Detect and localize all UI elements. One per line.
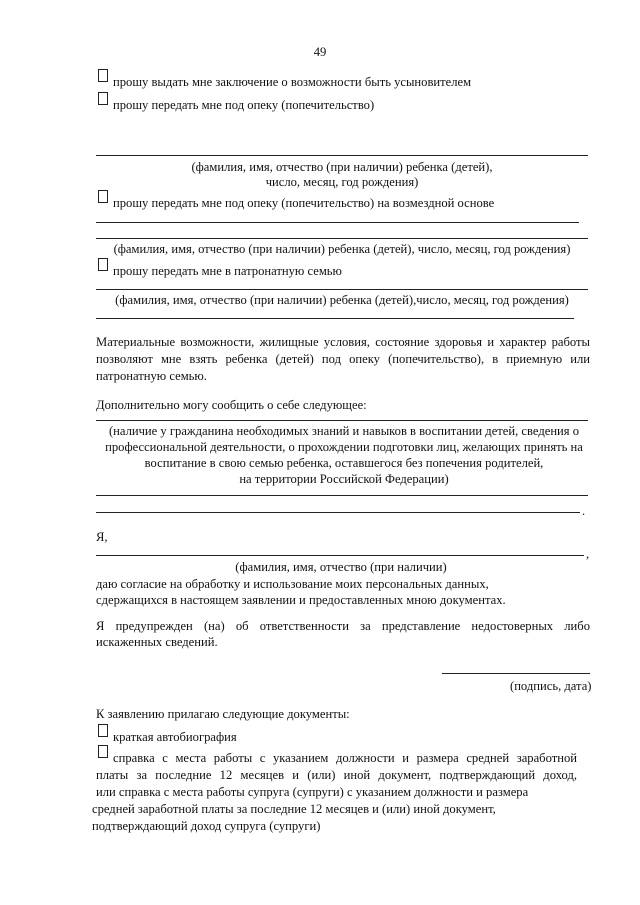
autobiography-label: краткая автобиография	[113, 730, 237, 744]
warning-line2: искаженных сведений.	[96, 635, 218, 649]
autobiography-checkbox[interactable]	[98, 724, 108, 737]
attachments-heading: К заявлению прилагаю следующие документы:	[96, 707, 350, 721]
additional-info-heading: Дополнительно могу сообщить о себе следующее:	[96, 398, 367, 412]
foster-family-label: прошу передать мне в патронатную семью	[113, 264, 342, 278]
applicant-name-line[interactable]	[96, 555, 584, 556]
consent-ya: Я,	[96, 530, 108, 544]
statement-line2: позволяют мне взять ребенка (детей) под опеку (попечительство), в приемную или	[96, 352, 590, 366]
income-line5: подтверждающий доход супруга (супруги)	[92, 819, 321, 833]
child-name-line-2a[interactable]	[96, 222, 579, 223]
child-name-line-3b[interactable]	[96, 318, 574, 319]
additional-caption-line2: профессиональной деятельности, о прохождении подготовки лиц, желающих принять на	[105, 440, 583, 454]
income-line4: средней заработной платы за последние 12 месяцев и (или) иной документ,	[92, 802, 496, 816]
income-certificate-checkbox[interactable]	[98, 745, 108, 758]
applicant-name-comma: ,	[586, 547, 590, 561]
child-caption-1-line2: число, месяц, год рождения)	[265, 175, 419, 189]
consent-line1: даю согласие на обработку и использование моих персональных данных,	[96, 577, 489, 591]
paid-guardianship-label: прошу передать мне под опеку (попечительство) на возмездной основе	[113, 196, 495, 210]
child-name-line-1[interactable]	[96, 155, 588, 156]
additional-info-line-3[interactable]	[96, 512, 580, 513]
child-caption-3: (фамилия, имя, отчество (при наличии) ребенка (детей),число, месяц, год рождения)	[115, 293, 569, 307]
child-name-line-3[interactable]	[96, 289, 588, 290]
child-caption-1-line1: (фамилия, имя, отчество (при наличии) ребенка (детей),	[191, 160, 493, 174]
signature-caption: (подпись, дата)	[510, 679, 592, 693]
child-caption-2: (фамилия, имя, отчество (при наличии) ребенка (детей), число, месяц, год рождения)	[113, 242, 571, 256]
additional-info-line-1[interactable]	[96, 420, 588, 421]
warning-line1: Я предупрежден (на) об ответственности за представление недостоверных либо	[96, 619, 590, 633]
child-name-line-2b[interactable]	[96, 238, 588, 239]
paid-guardianship-checkbox[interactable]	[98, 190, 108, 203]
additional-caption-line4: на территории Российской Федерации)	[239, 472, 449, 486]
adoption-conclusion-checkbox[interactable]	[98, 69, 108, 82]
foster-family-checkbox[interactable]	[98, 258, 108, 271]
additional-info-line-2[interactable]	[96, 495, 588, 496]
income-line3: или справка с места работы супруга (супруги) с указанием должности и размера	[96, 785, 529, 799]
guardianship-label: прошу передать мне под опеку (попечительство)	[113, 98, 375, 112]
applicant-name-caption: (фамилия, имя, отчество (при наличии)	[235, 560, 447, 574]
statement-line1: Материальные возможности, жилищные условия, состояние здоровья и характер работы	[96, 335, 590, 349]
statement-line3: патронатную семью.	[96, 369, 207, 383]
consent-line2: сдержащихся в настоящем заявлении и предоставленных мною документах.	[96, 593, 506, 607]
additional-caption-line1: (наличие у гражданина необходимых знаний и навыков в воспитании детей, сведения о	[108, 424, 580, 438]
income-line1: справка с места работы с указанием должности и размера средней заработной	[113, 751, 577, 765]
additional-info-period: .	[582, 504, 586, 518]
page-number: 49	[313, 45, 327, 59]
adoption-conclusion-label: прошу выдать мне заключение о возможности быть усыновителем	[113, 75, 472, 89]
income-line2: платы за последние 12 месяцев и (или) иной документ, подтверждающий доход,	[96, 768, 577, 782]
additional-caption-line3: воспитание в свою семью ребенка, оставшегося без попечения родителей,	[144, 456, 544, 470]
signature-date-line[interactable]	[442, 673, 590, 674]
guardianship-checkbox[interactable]	[98, 92, 108, 105]
